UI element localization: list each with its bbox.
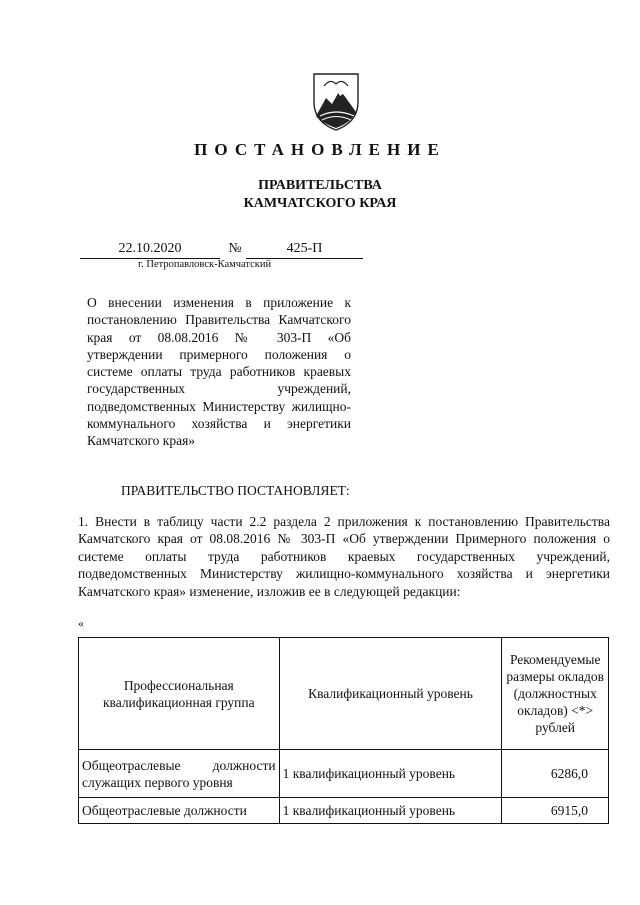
document-title: ПОСТАНОВЛЕНИЕ — [194, 140, 446, 159]
issuer-line-2: КАМЧАТСКОГО КРАЯ — [243, 196, 397, 211]
coat-of-arms-emblem — [310, 72, 362, 132]
row-group: Общеотраслевые должности — [79, 798, 280, 824]
row-salary: 6915,0 — [502, 798, 609, 824]
row-level: 1 квалификационный уровень — [279, 750, 502, 798]
issuer-line-1: ПРАВИТЕЛЬСТВА — [258, 178, 382, 193]
header-salary: Рекомендуемые размеры окладов (должностных окладов) <*> рублей — [502, 638, 609, 750]
row-group: Общеотраслевые должности служащих первого уровня — [79, 750, 280, 798]
table-row — [79, 750, 609, 798]
header-level: Квалификационный уровень — [279, 638, 502, 750]
salary-table — [78, 637, 609, 824]
row-level: 1 квалификационный уровень — [279, 798, 502, 824]
decree-heading: ПРАВИТЕЛЬСТВО ПОСТАНОВЛЯЕТ: — [121, 483, 350, 498]
quote-mark: « — [78, 616, 84, 630]
table-header-row — [79, 638, 609, 750]
city-label: г. Петропавловск-Камчатский — [138, 259, 272, 270]
document-subject: О внесении изменения в приложение к постановлению Правительства Камчатского края от 08.08.2016 № 303-П «Об утверждении примерного положения о системе оплаты труда работников краевых государственных учреждений, подведомственных Министерству жилищно-коммунального хозяйства и энергетики Камчатского края» — [87, 295, 351, 449]
header-group: Профессиональная квалификационная группа — [79, 638, 280, 750]
document-number: 425-П — [246, 241, 363, 259]
row-salary: 6286,0 — [502, 750, 609, 798]
document-date: 22.10.2020 — [80, 241, 220, 259]
number-sign: № — [228, 241, 242, 256]
table-row — [79, 798, 609, 824]
paragraph-1: 1. Внести в таблицу части 2.2 раздела 2 приложения к постановлению Правительства Камчатского края от 08.08.2016 № 303-П «Об утверждении Примерного положения о системе оплаты труда работников краевых государственных учреждений, подведомственных Министерству жилищно-коммунального хозяйства и энергетики Камчатского края» изменение, изложив ее в следующей редакции: — [78, 514, 610, 599]
